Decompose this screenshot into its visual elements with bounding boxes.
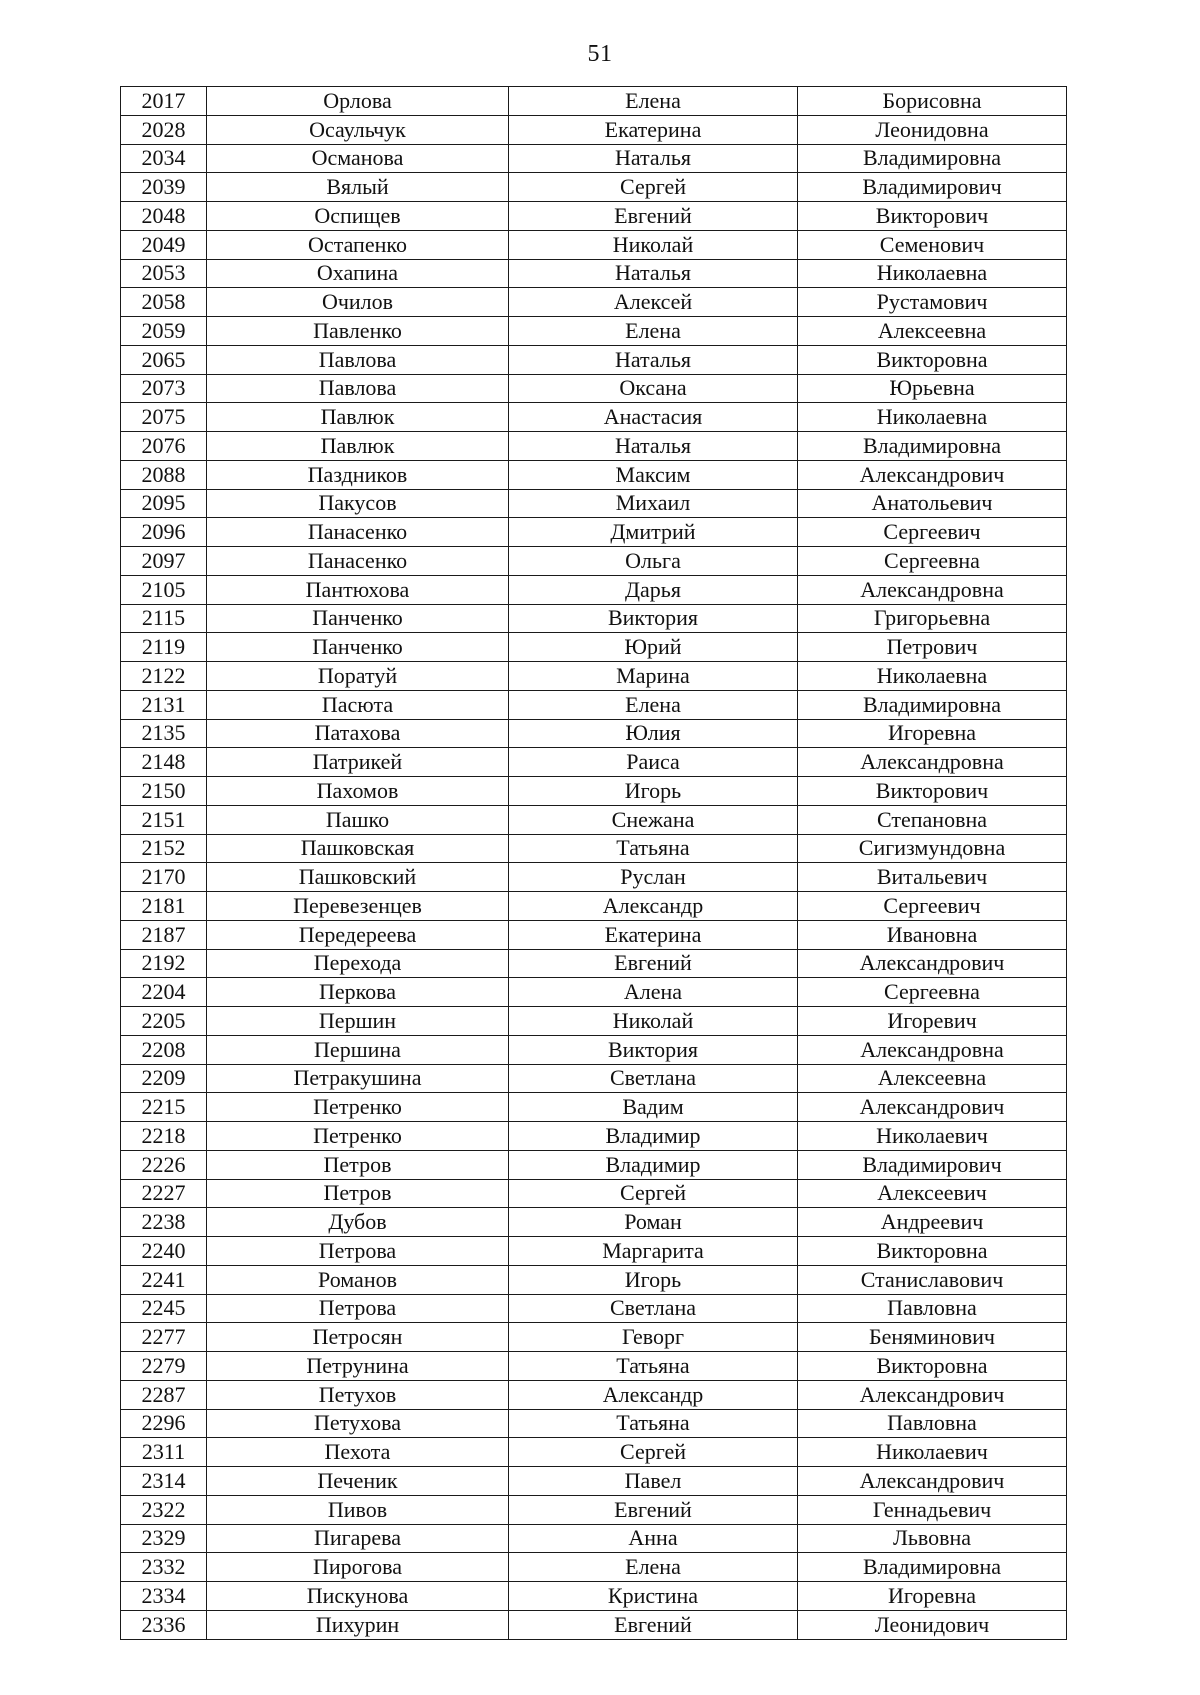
surname-cell: Пихурин	[207, 1610, 509, 1639]
patronymic-cell: Игоревна	[798, 719, 1067, 748]
record-number-cell: 2311	[121, 1438, 207, 1467]
record-number-cell: 2150	[121, 777, 207, 806]
patronymic-cell: Семенович	[798, 230, 1067, 259]
patronymic-cell: Степановна	[798, 805, 1067, 834]
record-number-cell: 2279	[121, 1352, 207, 1381]
first-name-cell: Наталья	[509, 259, 798, 288]
first-name-cell: Оксана	[509, 374, 798, 403]
patronymic-cell: Александрович	[798, 949, 1067, 978]
first-name-cell: Михаил	[509, 489, 798, 518]
surname-cell: Панасенко	[207, 518, 509, 547]
patronymic-cell: Александровна	[798, 1035, 1067, 1064]
record-number-cell: 2075	[121, 403, 207, 432]
surname-cell: Патахова	[207, 719, 509, 748]
first-name-cell: Наталья	[509, 144, 798, 173]
surname-cell: Павлюк	[207, 403, 509, 432]
record-number-cell: 2208	[121, 1035, 207, 1064]
table-row	[121, 1294, 1067, 1323]
surname-cell: Першин	[207, 1007, 509, 1036]
table-row	[121, 1582, 1067, 1611]
table-row	[121, 690, 1067, 719]
patronymic-cell: Павловна	[798, 1409, 1067, 1438]
surname-cell: Павлюк	[207, 432, 509, 461]
first-name-cell: Сергей	[509, 173, 798, 202]
record-number-cell: 2017	[121, 87, 207, 116]
first-name-cell: Павел	[509, 1467, 798, 1496]
surname-cell: Передереева	[207, 920, 509, 949]
table-row	[121, 777, 1067, 806]
record-number-cell: 2039	[121, 173, 207, 202]
surname-cell: Османова	[207, 144, 509, 173]
first-name-cell: Наталья	[509, 432, 798, 461]
surname-cell: Павлова	[207, 345, 509, 374]
patronymic-cell: Викторович	[798, 777, 1067, 806]
patronymic-cell: Сергеевич	[798, 518, 1067, 547]
patronymic-cell: Борисовна	[798, 87, 1067, 116]
first-name-cell: Елена	[509, 317, 798, 346]
record-number-cell: 2215	[121, 1093, 207, 1122]
table-row	[121, 949, 1067, 978]
first-name-cell: Максим	[509, 460, 798, 489]
table-row	[121, 1208, 1067, 1237]
table-row	[121, 489, 1067, 518]
record-number-cell: 2122	[121, 662, 207, 691]
table-row	[121, 1495, 1067, 1524]
record-number-cell: 2152	[121, 834, 207, 863]
patronymic-cell: Игоревич	[798, 1007, 1067, 1036]
record-number-cell: 2096	[121, 518, 207, 547]
surname-cell: Першина	[207, 1035, 509, 1064]
surname-cell: Петросян	[207, 1323, 509, 1352]
record-number-cell: 2209	[121, 1064, 207, 1093]
first-name-cell: Сергей	[509, 1179, 798, 1208]
patronymic-cell: Андреевич	[798, 1208, 1067, 1237]
record-number-cell: 2322	[121, 1495, 207, 1524]
patronymic-cell: Владимировна	[798, 432, 1067, 461]
patronymic-cell: Сергеевна	[798, 547, 1067, 576]
surname-cell: Остапенко	[207, 230, 509, 259]
record-number-cell: 2105	[121, 575, 207, 604]
record-number-cell: 2135	[121, 719, 207, 748]
record-number-cell: 2296	[121, 1409, 207, 1438]
patronymic-cell: Викторовна	[798, 1237, 1067, 1266]
surname-cell: Петренко	[207, 1122, 509, 1151]
first-name-cell: Татьяна	[509, 1352, 798, 1381]
table-row	[121, 1093, 1067, 1122]
surname-cell: Перехода	[207, 949, 509, 978]
patronymic-cell: Викторовна	[798, 345, 1067, 374]
table-row	[121, 345, 1067, 374]
table-row	[121, 547, 1067, 576]
patronymic-cell: Львовна	[798, 1524, 1067, 1553]
first-name-cell: Татьяна	[509, 1409, 798, 1438]
first-name-cell: Снежана	[509, 805, 798, 834]
record-number-cell: 2277	[121, 1323, 207, 1352]
patronymic-cell: Николаевич	[798, 1438, 1067, 1467]
first-name-cell: Александр	[509, 1380, 798, 1409]
first-name-cell: Елена	[509, 87, 798, 116]
surname-cell: Павленко	[207, 317, 509, 346]
patronymic-cell: Николаевна	[798, 259, 1067, 288]
patronymic-cell: Геннадьевич	[798, 1495, 1067, 1524]
first-name-cell: Анна	[509, 1524, 798, 1553]
surname-cell: Павлова	[207, 374, 509, 403]
first-name-cell: Алексей	[509, 288, 798, 317]
record-number-cell: 2065	[121, 345, 207, 374]
record-number-cell: 2204	[121, 978, 207, 1007]
first-name-cell: Евгений	[509, 1495, 798, 1524]
table-row	[121, 892, 1067, 921]
surname-cell: Поратуй	[207, 662, 509, 691]
record-number-cell: 2314	[121, 1467, 207, 1496]
record-number-cell: 2059	[121, 317, 207, 346]
record-number-cell: 2148	[121, 748, 207, 777]
table-row	[121, 719, 1067, 748]
patronymic-cell: Рустамович	[798, 288, 1067, 317]
surname-cell: Пасюта	[207, 690, 509, 719]
patronymic-cell: Николаевна	[798, 662, 1067, 691]
record-number-cell: 2049	[121, 230, 207, 259]
patronymic-cell: Сигизмундовна	[798, 834, 1067, 863]
table-row	[121, 834, 1067, 863]
surname-cell: Дубов	[207, 1208, 509, 1237]
first-name-cell: Татьяна	[509, 834, 798, 863]
table-row	[121, 317, 1067, 346]
record-number-cell: 2227	[121, 1179, 207, 1208]
surname-cell: Петухов	[207, 1380, 509, 1409]
patronymic-cell: Николаевич	[798, 1122, 1067, 1151]
surname-cell: Пашковский	[207, 863, 509, 892]
first-name-cell: Николай	[509, 230, 798, 259]
record-number-cell: 2095	[121, 489, 207, 518]
table-row	[121, 1237, 1067, 1266]
table-row	[121, 230, 1067, 259]
first-name-cell: Юлия	[509, 719, 798, 748]
first-name-cell: Екатерина	[509, 115, 798, 144]
surname-cell: Петрова	[207, 1294, 509, 1323]
record-number-cell: 2245	[121, 1294, 207, 1323]
table-row	[121, 805, 1067, 834]
surname-cell: Петрунина	[207, 1352, 509, 1381]
patronymic-cell: Павловна	[798, 1294, 1067, 1323]
first-name-cell: Владимир	[509, 1122, 798, 1151]
patronymic-cell: Владимировна	[798, 1553, 1067, 1582]
first-name-cell: Дарья	[509, 575, 798, 604]
surname-cell: Пашко	[207, 805, 509, 834]
record-number-cell: 2034	[121, 144, 207, 173]
surname-cell: Патрикей	[207, 748, 509, 777]
surname-cell: Романов	[207, 1265, 509, 1294]
record-number-cell: 2334	[121, 1582, 207, 1611]
roster-table	[120, 86, 1067, 1640]
record-number-cell: 2088	[121, 460, 207, 489]
table-row	[121, 374, 1067, 403]
patronymic-cell: Александрович	[798, 1467, 1067, 1496]
table-row	[121, 575, 1067, 604]
patronymic-cell: Анатольевич	[798, 489, 1067, 518]
table-row	[121, 1467, 1067, 1496]
first-name-cell: Вадим	[509, 1093, 798, 1122]
first-name-cell: Светлана	[509, 1064, 798, 1093]
patronymic-cell: Петрович	[798, 633, 1067, 662]
surname-cell: Охапина	[207, 259, 509, 288]
record-number-cell: 2131	[121, 690, 207, 719]
record-number-cell: 2187	[121, 920, 207, 949]
patronymic-cell: Игоревна	[798, 1582, 1067, 1611]
surname-cell: Печеник	[207, 1467, 509, 1496]
first-name-cell: Евгений	[509, 949, 798, 978]
record-number-cell: 2119	[121, 633, 207, 662]
first-name-cell: Елена	[509, 690, 798, 719]
table-row	[121, 978, 1067, 1007]
record-number-cell: 2170	[121, 863, 207, 892]
first-name-cell: Алена	[509, 978, 798, 1007]
record-number-cell: 2332	[121, 1553, 207, 1582]
surname-cell: Пирогова	[207, 1553, 509, 1582]
surname-cell: Вялый	[207, 173, 509, 202]
table-row	[121, 920, 1067, 949]
patronymic-cell: Александрович	[798, 1380, 1067, 1409]
patronymic-cell: Алексеевич	[798, 1179, 1067, 1208]
patronymic-cell: Беняминович	[798, 1323, 1067, 1352]
first-name-cell: Марина	[509, 662, 798, 691]
patronymic-cell: Владимирович	[798, 173, 1067, 202]
patronymic-cell: Александрович	[798, 460, 1067, 489]
table-row	[121, 1150, 1067, 1179]
patronymic-cell: Владимировна	[798, 690, 1067, 719]
first-name-cell: Игорь	[509, 777, 798, 806]
surname-cell: Перевезенцев	[207, 892, 509, 921]
surname-cell: Оспищев	[207, 202, 509, 231]
table-row	[121, 1553, 1067, 1582]
surname-cell: Орлова	[207, 87, 509, 116]
first-name-cell: Игорь	[509, 1265, 798, 1294]
first-name-cell: Елена	[509, 1553, 798, 1582]
patronymic-cell: Александровна	[798, 748, 1067, 777]
table-row	[121, 604, 1067, 633]
surname-cell: Петренко	[207, 1093, 509, 1122]
first-name-cell: Виктория	[509, 1035, 798, 1064]
surname-cell: Пигарева	[207, 1524, 509, 1553]
table-row	[121, 259, 1067, 288]
first-name-cell: Александр	[509, 892, 798, 921]
table-row	[121, 1438, 1067, 1467]
record-number-cell: 2226	[121, 1150, 207, 1179]
surname-cell: Панченко	[207, 633, 509, 662]
table-row	[121, 87, 1067, 116]
first-name-cell: Кристина	[509, 1582, 798, 1611]
first-name-cell: Юрий	[509, 633, 798, 662]
table-row	[121, 1179, 1067, 1208]
table-row	[121, 144, 1067, 173]
surname-cell: Петракушина	[207, 1064, 509, 1093]
surname-cell: Петухова	[207, 1409, 509, 1438]
patronymic-cell: Александрович	[798, 1093, 1067, 1122]
record-number-cell: 2287	[121, 1380, 207, 1409]
patronymic-cell: Владимирович	[798, 1150, 1067, 1179]
table-row	[121, 1524, 1067, 1553]
record-number-cell: 2097	[121, 547, 207, 576]
surname-cell: Осаульчук	[207, 115, 509, 144]
patronymic-cell: Леонидовна	[798, 115, 1067, 144]
first-name-cell: Евгений	[509, 202, 798, 231]
patronymic-cell: Алексеевна	[798, 317, 1067, 346]
record-number-cell: 2028	[121, 115, 207, 144]
surname-cell: Панасенко	[207, 547, 509, 576]
record-number-cell: 2115	[121, 604, 207, 633]
table-row	[121, 662, 1067, 691]
table-row	[121, 518, 1067, 547]
table-row	[121, 1610, 1067, 1639]
record-number-cell: 2329	[121, 1524, 207, 1553]
record-number-cell: 2241	[121, 1265, 207, 1294]
table-row	[121, 1035, 1067, 1064]
surname-cell: Пахомов	[207, 777, 509, 806]
patronymic-cell: Викторович	[798, 202, 1067, 231]
table-row	[121, 403, 1067, 432]
table-row	[121, 1064, 1067, 1093]
patronymic-cell: Сергеевич	[798, 892, 1067, 921]
table-row	[121, 115, 1067, 144]
table-row	[121, 460, 1067, 489]
table-row	[121, 1380, 1067, 1409]
record-number-cell: 2053	[121, 259, 207, 288]
first-name-cell: Наталья	[509, 345, 798, 374]
first-name-cell: Раиса	[509, 748, 798, 777]
patronymic-cell: Григорьевна	[798, 604, 1067, 633]
table-row	[121, 1409, 1067, 1438]
table-row	[121, 288, 1067, 317]
page-number: 51	[587, 41, 613, 67]
record-number-cell: 2181	[121, 892, 207, 921]
first-name-cell: Евгений	[509, 1610, 798, 1639]
patronymic-cell: Викторовна	[798, 1352, 1067, 1381]
first-name-cell: Светлана	[509, 1294, 798, 1323]
surname-cell: Пискунова	[207, 1582, 509, 1611]
table-row	[121, 1352, 1067, 1381]
patronymic-cell: Юрьевна	[798, 374, 1067, 403]
first-name-cell: Маргарита	[509, 1237, 798, 1266]
table-row	[121, 1265, 1067, 1294]
record-number-cell: 2240	[121, 1237, 207, 1266]
record-number-cell: 2151	[121, 805, 207, 834]
table-row	[121, 1007, 1067, 1036]
surname-cell: Перкова	[207, 978, 509, 1007]
surname-cell: Очилов	[207, 288, 509, 317]
surname-cell: Пивов	[207, 1495, 509, 1524]
record-number-cell: 2336	[121, 1610, 207, 1639]
table-row	[121, 748, 1067, 777]
patronymic-cell: Леонидович	[798, 1610, 1067, 1639]
table-row	[121, 432, 1067, 461]
surname-cell: Панченко	[207, 604, 509, 633]
record-number-cell: 2205	[121, 1007, 207, 1036]
patronymic-cell: Сергеевна	[798, 978, 1067, 1007]
surname-cell: Пехота	[207, 1438, 509, 1467]
surname-cell: Пантюхова	[207, 575, 509, 604]
surname-cell: Петрова	[207, 1237, 509, 1266]
first-name-cell: Ольга	[509, 547, 798, 576]
surname-cell: Петров	[207, 1179, 509, 1208]
patronymic-cell: Владимировна	[798, 144, 1067, 173]
first-name-cell: Дмитрий	[509, 518, 798, 547]
record-number-cell: 2218	[121, 1122, 207, 1151]
record-number-cell: 2073	[121, 374, 207, 403]
first-name-cell: Анастасия	[509, 403, 798, 432]
patronymic-cell: Ивановна	[798, 920, 1067, 949]
first-name-cell: Виктория	[509, 604, 798, 633]
patronymic-cell: Станиславович	[798, 1265, 1067, 1294]
table-row	[121, 1323, 1067, 1352]
record-number-cell: 2076	[121, 432, 207, 461]
first-name-cell: Руслан	[509, 863, 798, 892]
patronymic-cell: Александровна	[798, 575, 1067, 604]
surname-cell: Петров	[207, 1150, 509, 1179]
table-row	[121, 173, 1067, 202]
surname-cell: Пашковская	[207, 834, 509, 863]
surname-cell: Пакусов	[207, 489, 509, 518]
first-name-cell: Екатерина	[509, 920, 798, 949]
record-number-cell: 2058	[121, 288, 207, 317]
record-number-cell: 2192	[121, 949, 207, 978]
first-name-cell: Геворг	[509, 1323, 798, 1352]
first-name-cell: Сергей	[509, 1438, 798, 1467]
table-row	[121, 633, 1067, 662]
first-name-cell: Николай	[509, 1007, 798, 1036]
surname-cell: Паздников	[207, 460, 509, 489]
patronymic-cell: Витальевич	[798, 863, 1067, 892]
first-name-cell: Владимир	[509, 1150, 798, 1179]
record-number-cell: 2238	[121, 1208, 207, 1237]
record-number-cell: 2048	[121, 202, 207, 231]
first-name-cell: Роман	[509, 1208, 798, 1237]
patronymic-cell: Алексеевна	[798, 1064, 1067, 1093]
table-row	[121, 1122, 1067, 1151]
roster-table-body	[121, 87, 1067, 1640]
patronymic-cell: Николаевна	[798, 403, 1067, 432]
table-row	[121, 863, 1067, 892]
table-row	[121, 202, 1067, 231]
